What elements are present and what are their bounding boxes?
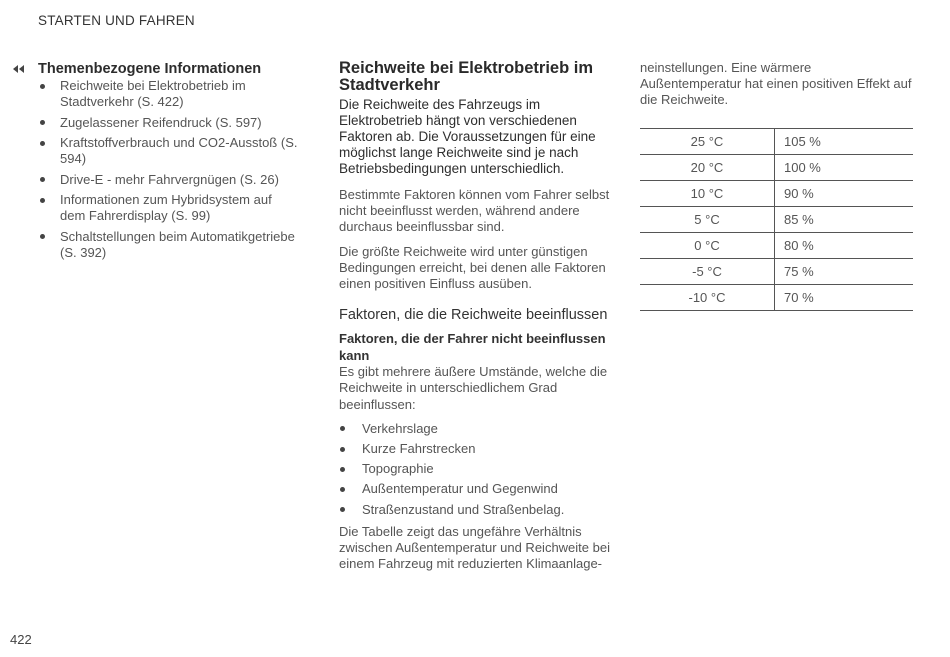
table-row bbox=[640, 259, 913, 285]
article-title: Reichweite bei Elektrobetrieb im Stadtverkehr bbox=[339, 59, 593, 94]
article-paragraph: Es gibt mehrere äußere Umstände, welche die Reichweite in unterschiedlichem Grad beeinflussen: bbox=[339, 364, 608, 412]
list-item: Kurze Fahrstrecken bbox=[339, 441, 611, 457]
article-paragraph: Die größte Reichweite wird unter günstigen Bedingungen erreicht, bei denen alle Faktoren einen positiven Einfluss ausüben. bbox=[339, 243, 606, 292]
related-info-column bbox=[10, 60, 300, 265]
article-paragraph: Die Tabelle zeigt das ungefähre Verhältnis zwischen Außentemperatur und Reichweite bei einem Fahrzeug mit reduzierten Klimaanlage- bbox=[339, 523, 610, 571]
range-cell: 70 % bbox=[775, 285, 914, 311]
related-link-item[interactable]: Drive-E - mehr Fahrvergnügen (S. 26) bbox=[38, 172, 300, 188]
table-row bbox=[640, 207, 913, 233]
temperature-cell: 25 °C bbox=[640, 129, 775, 155]
table-column bbox=[640, 60, 914, 311]
range-cell: 90 % bbox=[775, 181, 914, 207]
range-cell: 100 % bbox=[775, 155, 914, 181]
list-item: Topographie bbox=[339, 461, 611, 477]
list-item: Straßenzustand und Straßenbelag. bbox=[339, 502, 611, 518]
page-number: 422 bbox=[10, 632, 32, 647]
temperature-cell: -10 °C bbox=[640, 285, 775, 311]
table-row bbox=[640, 129, 913, 155]
table-row bbox=[640, 285, 913, 311]
article-paragraph-continued: neinstellungen. Eine wärmere Außentemperatur hat einen positiven Effekt auf die Reichweite. bbox=[640, 60, 912, 107]
temperature-cell: 5 °C bbox=[640, 207, 775, 233]
subsection-heading: Faktoren, die der Fahrer nicht beeinflussen kann bbox=[339, 331, 606, 364]
temperature-cell: 0 °C bbox=[640, 233, 775, 259]
related-link-item[interactable]: Kraftstoffverbrauch und CO2-Ausstoß (S. 594) bbox=[38, 135, 300, 167]
temperature-range-table bbox=[640, 128, 913, 311]
related-link-item[interactable]: Informationen zum Hybridsystem auf dem Fahrerdisplay (S. 99) bbox=[38, 192, 300, 224]
related-link-item[interactable]: Schaltstellungen beim Automatikgetriebe (S. 392) bbox=[38, 229, 300, 261]
temperature-cell: 20 °C bbox=[640, 155, 775, 181]
related-links-list bbox=[10, 78, 300, 261]
temperature-cell: -5 °C bbox=[640, 259, 775, 285]
temperature-cell: 10 °C bbox=[640, 181, 775, 207]
section-header: STARTEN UND FAHREN bbox=[38, 13, 195, 28]
article-column bbox=[339, 60, 611, 580]
factors-list bbox=[339, 421, 611, 518]
article-lead: Die Reichweite des Fahrzeugs im Elektrobetrieb hängt von verschiedenen Faktoren ab. Die Voraussetzungen für eine möglichst lange Reichweite sind je nach Betriebsbedingungen unterschiedlich. bbox=[339, 97, 596, 176]
list-item: Außentemperatur und Gegenwind bbox=[339, 481, 611, 497]
table-row bbox=[640, 233, 913, 259]
table-row bbox=[640, 181, 913, 207]
article-paragraph: Bestimmte Faktoren können vom Fahrer selbst nicht beeinflusst werden, während andere durchaus beeinflussbar sind. bbox=[339, 187, 610, 235]
related-info-title: Themenbezogene Informationen bbox=[38, 61, 262, 77]
related-link-item[interactable]: Reichweite bei Elektrobetrieb im Stadtverkehr (S. 422) bbox=[38, 78, 300, 110]
range-cell: 85 % bbox=[775, 207, 914, 233]
range-cell: 80 % bbox=[775, 233, 914, 259]
double-chevron-left-icon[interactable] bbox=[10, 62, 32, 76]
related-link-item[interactable]: Zugelassener Reifendruck (S. 597) bbox=[38, 115, 300, 131]
range-cell: 75 % bbox=[775, 259, 914, 285]
section-heading: Faktoren, die die Reichweite beeinflussen bbox=[339, 307, 608, 324]
list-item: Verkehrslage bbox=[339, 421, 611, 437]
range-cell: 105 % bbox=[775, 129, 914, 155]
table-row bbox=[640, 155, 913, 181]
related-info-heading bbox=[10, 60, 300, 78]
